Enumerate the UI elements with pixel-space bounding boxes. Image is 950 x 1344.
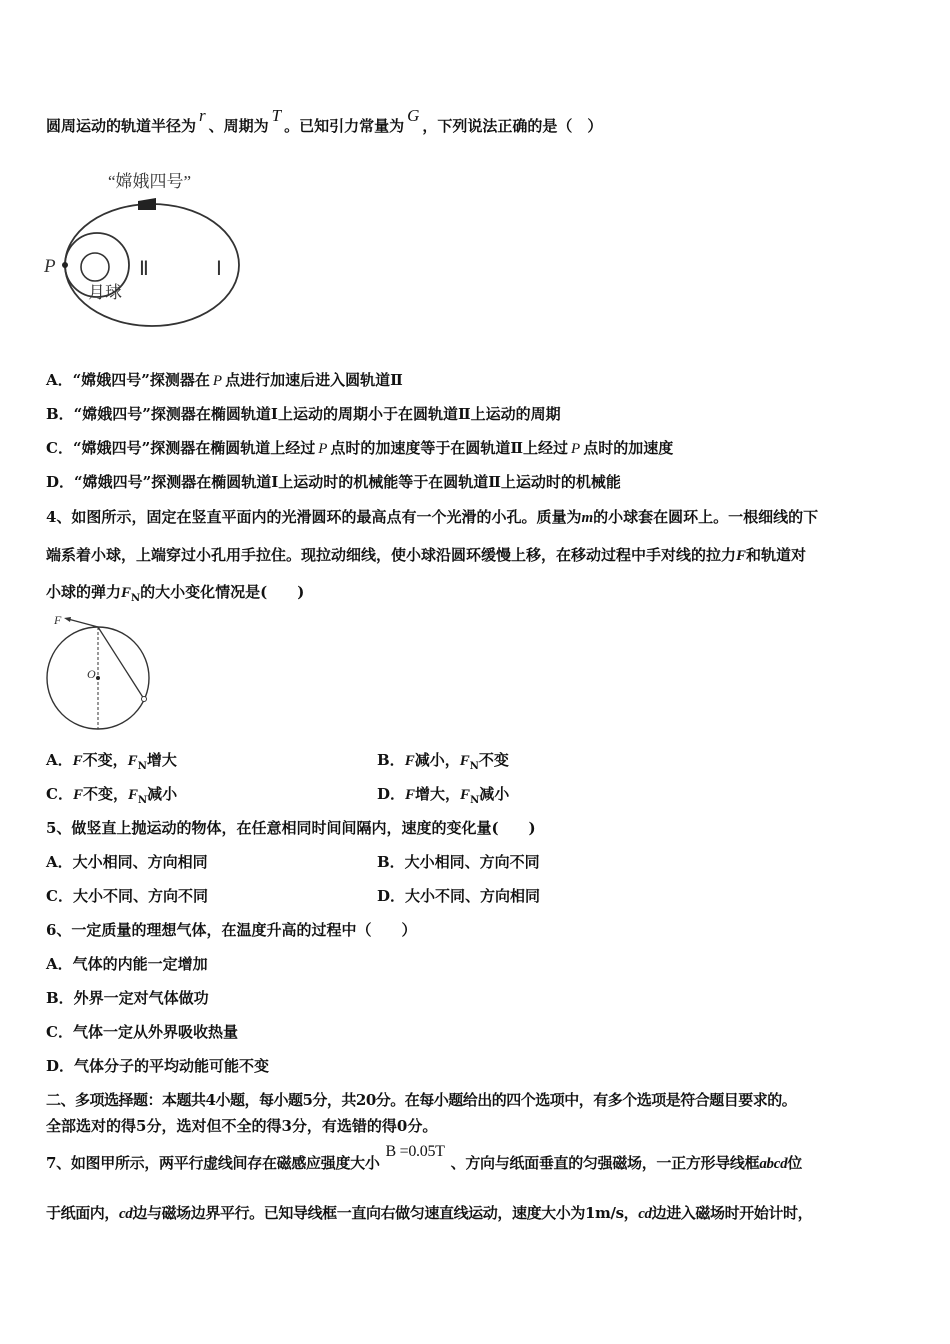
q7-text: 位 <box>787 1154 802 1172</box>
elliptical-orbit-I <box>65 204 239 326</box>
math-G: G <box>407 106 420 125</box>
q4-option-a <box>46 750 177 777</box>
sub-N: N <box>131 593 141 604</box>
arrow-head-icon <box>64 617 71 622</box>
math-P: P <box>571 441 581 457</box>
point-p-label: P <box>44 256 56 277</box>
q5-stem: 5、做竖直上抛运动的物体，在任意相同时间间隔内，速度的变化量( ) <box>46 819 536 837</box>
sub-N: N <box>137 761 147 772</box>
q3-stem <box>46 106 603 136</box>
q4-text: 和轨道对 <box>746 546 807 564</box>
var-FN: F <box>459 753 470 769</box>
var-F: F <box>72 753 83 769</box>
option-text: 减小 <box>479 785 510 803</box>
var-FN: F <box>127 787 138 803</box>
option-letter: C． <box>46 785 73 803</box>
q5-option-c: C．大小不同、方向不同 <box>46 887 208 905</box>
option-text: 点时的加速度 <box>583 439 674 457</box>
section2-line1: 二、多项选择题：本题共4小题，每小题5分，共20分。在每小题给出的四个选项中，有多个选项是符合题目要求的。 <box>46 1091 797 1109</box>
section2-line2: 全部选对的得5分，选对但不全的得3分，有选错的得0分。 <box>46 1117 438 1135</box>
center-dot <box>96 676 100 680</box>
q3-option-c <box>46 438 673 459</box>
q5-option-b: B．大小相同、方向不同 <box>377 853 540 871</box>
orbit-figure <box>40 165 250 335</box>
q6-option-a: A．气体的内能一定增加 <box>46 955 208 973</box>
label-F: F <box>54 613 62 627</box>
option-text: C．“嫦娥四号”探测器在椭圆轨道上经过 <box>46 439 316 457</box>
craft-label: “嫦娥四号” <box>108 172 192 191</box>
math-r: r <box>199 106 206 125</box>
q4-text: 小球的弹力 <box>46 583 122 601</box>
moon-circle <box>81 253 109 281</box>
q7-text: ， <box>623 1204 639 1222</box>
q3-stem-text: 。已知引力常量为 <box>284 117 405 135</box>
q7-text: 于纸面内， <box>46 1204 120 1222</box>
orbit-I-label: Ⅰ <box>216 258 222 280</box>
q4-option-b <box>377 750 509 777</box>
var-FN: F <box>127 753 138 769</box>
spacecraft-icon <box>138 198 156 210</box>
option-text: 不变 <box>478 751 509 769</box>
q7-text: 、方向与纸面垂直的匀强磁场，一正方形导线框 <box>450 1154 760 1172</box>
option-text: 增大 <box>146 751 177 769</box>
sub-N: N <box>138 795 148 806</box>
q7-text: 7、如图甲所示，两平行虚线间存在磁感应强度大小 <box>46 1154 380 1172</box>
moon-label: 月球 <box>88 283 122 302</box>
option-text: 增大， <box>415 785 461 803</box>
var-cd: cd <box>119 1206 133 1222</box>
force-F-arrow <box>68 619 98 627</box>
q7-line1 <box>46 1143 802 1174</box>
option-text: 减小 <box>147 785 178 803</box>
q7-line2 <box>46 1203 812 1224</box>
option-letter: B． <box>377 751 405 769</box>
var-FN: F <box>460 787 471 803</box>
var-F: F <box>72 787 83 803</box>
q3-option-a <box>46 370 403 391</box>
sub-N: N <box>469 761 479 772</box>
point-p-dot <box>62 262 68 268</box>
q4-text: 的大小变化情况是( ) <box>140 583 305 601</box>
var-FN: F <box>121 585 132 601</box>
var-F: F <box>736 548 747 564</box>
var-F: F <box>404 753 415 769</box>
small-ball <box>142 697 147 702</box>
q6-option-b: B．外界一定对气体做功 <box>46 989 209 1007</box>
option-letter: D． <box>377 785 406 803</box>
q5-option-a: A．大小相同、方向相同 <box>46 853 208 871</box>
q4-stem-line3 <box>46 582 304 609</box>
q3-stem-text: 圆周运动的轨道半径为 <box>46 117 197 135</box>
option-letter: A． <box>46 751 73 769</box>
q3-stem-text: 、周期为 <box>208 117 269 135</box>
var-F: F <box>405 787 416 803</box>
option-text: 不变， <box>82 785 128 803</box>
q5-option-d: D．大小不同、方向相同 <box>377 887 541 905</box>
q4-text: 端系着小球，上端穿过小孔用手拉住。现拉动细线，使小球沿圆环缓慢上移，在移动过程中手对线的拉力 <box>46 546 737 564</box>
option-text: 点进行加速后进入圆轨道Ⅱ <box>225 371 403 389</box>
option-text: 点时的加速度等于在圆轨道Ⅱ上经过 <box>330 439 569 457</box>
label-O: O <box>87 667 96 681</box>
q4-stem-line1 <box>46 507 818 528</box>
option-text: 不变， <box>82 751 128 769</box>
q4-option-c <box>46 784 177 811</box>
string-line <box>98 627 144 699</box>
var-cd: cd <box>638 1206 652 1222</box>
math-P: P <box>212 373 223 389</box>
option-text: A．“嫦娥四号”探测器在 <box>46 371 210 389</box>
q7-text: 边与磁场边界平行。已知导线框一直向右做匀速直线运动，速度大小为 <box>132 1204 585 1222</box>
math-P: P <box>318 441 328 457</box>
q6-option-d: D．气体分子的平均动能可能不变 <box>46 1057 270 1075</box>
q7-text: 边进入磁场时开始计时， <box>651 1204 813 1222</box>
q3-option-b: B．“嫦娥四号”探测器在椭圆轨道Ⅰ上运动的周期小于在圆轨道Ⅱ上运动的周期 <box>46 405 561 423</box>
q6-option-c: C．气体一定从外界吸收热量 <box>46 1023 238 1041</box>
speed-value: 1m/s <box>584 1204 624 1222</box>
ring-figure <box>40 612 160 734</box>
q6-stem: 6、一定质量的理想气体，在温度升高的过程中（ ） <box>46 921 417 939</box>
math-B: B =0.05T <box>385 1143 445 1160</box>
q4-option-d <box>377 784 509 811</box>
var-abcd: abcd <box>759 1156 788 1172</box>
var-m: m <box>581 510 594 526</box>
q4-stem-line2 <box>46 545 806 566</box>
q4-text: 的小球套在圆环上。一根细线的下 <box>593 508 819 526</box>
orbit-II-label: Ⅱ <box>139 258 149 280</box>
sub-N: N <box>470 795 480 806</box>
q4-text: 4、如图所示，固定在竖直平面内的光滑圆环的最高点有一个光滑的小孔。质量为 <box>46 508 582 526</box>
q3-stem-text: ，下列说法正确的是（ ） <box>422 117 603 135</box>
math-T: T <box>271 106 282 125</box>
q3-option-d: D．“嫦娥四号”探测器在椭圆轨道Ⅰ上运动时的机械能等于在圆轨道Ⅱ上运动时的机械能 <box>46 473 621 491</box>
option-text: 减小， <box>414 751 460 769</box>
